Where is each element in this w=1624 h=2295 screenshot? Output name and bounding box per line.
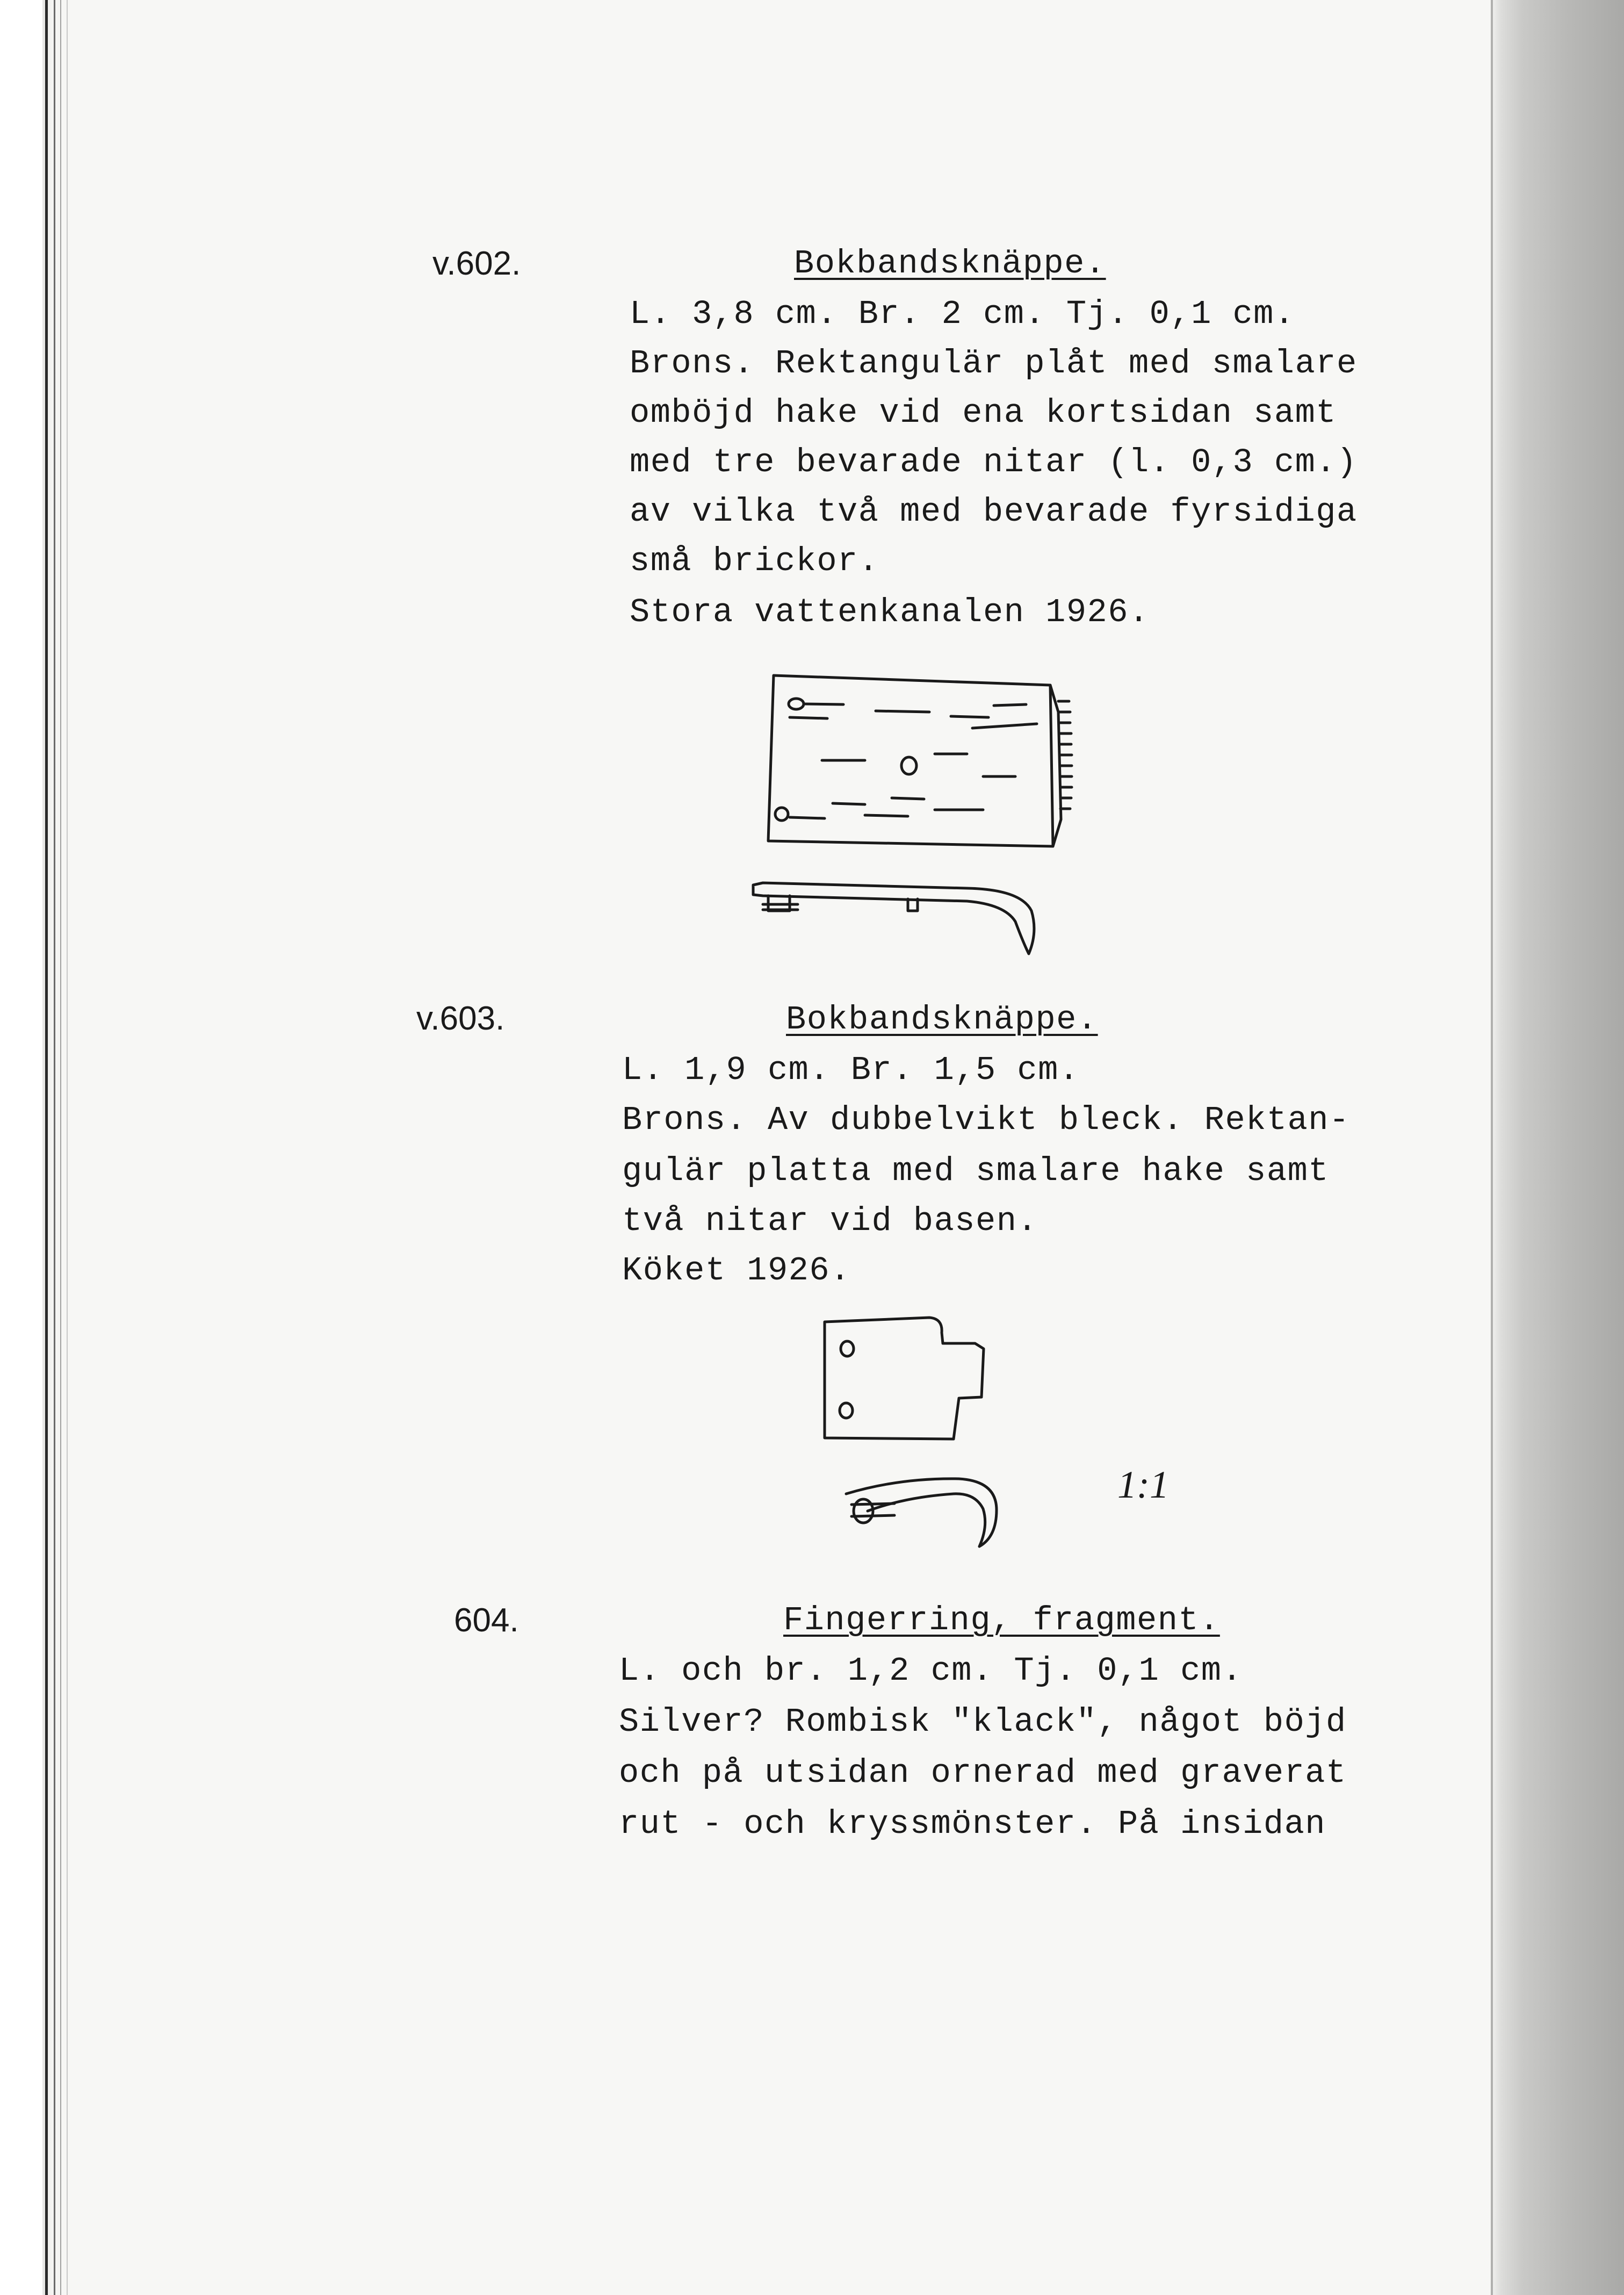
entry-number: v.602. — [432, 245, 521, 282]
entry-number: 604. — [454, 1602, 519, 1639]
entry-text-line: av vilka två med bevarade fyrsidiga — [630, 493, 1358, 531]
page-edge — [1491, 0, 1493, 2295]
entry-text-line: rut - och kryssmönster. På insidan — [619, 1805, 1326, 1843]
entry-text-line: L. 1,9 cm. Br. 1,5 cm. — [622, 1051, 1080, 1089]
entry-text-line: och på utsidan ornerad med graverat — [619, 1754, 1347, 1792]
binding-line — [67, 0, 68, 2295]
entry-text-line: gulär platta med smalare hake samt — [622, 1152, 1330, 1190]
profile-sketch-illustration — [747, 873, 1048, 962]
plate-sketch-illustration — [809, 1311, 1002, 1445]
entry-text-line: små brickor. — [630, 542, 879, 580]
book-binding-edge — [0, 0, 73, 2295]
entry-text-line: med tre bevarade nitar (l. 0,3 cm.) — [630, 443, 1358, 481]
entry-title: Bokbandsknäppe. — [786, 1001, 1098, 1039]
page-shadow — [1491, 0, 1624, 2295]
entry-text-line: L. och br. 1,2 cm. Tj. 0,1 cm. — [619, 1652, 1243, 1690]
entry-number: v.603. — [416, 1000, 505, 1037]
entry-text-line: L. 3,8 cm. Br. 2 cm. Tj. 0,1 cm. — [630, 295, 1295, 333]
entry-text-line: Stora vattenkanalen 1926. — [630, 593, 1150, 631]
entry-text-line: Brons. Av dubbelvikt bleck. Rektan- — [622, 1101, 1350, 1139]
entry-title: Bokbandsknäppe. — [794, 244, 1106, 283]
profile-sketch-illustration — [835, 1467, 1007, 1553]
entry-text-line: Brons. Rektangulär plåt med smalare — [630, 344, 1358, 383]
entry-text-line: två nitar vid basen. — [622, 1202, 1038, 1240]
binding-line — [45, 0, 48, 2295]
binding-line — [54, 0, 55, 2295]
plate-sketch-illustration — [757, 669, 1080, 852]
binding-line — [60, 0, 61, 2295]
entry-text-line: Köket 1926. — [622, 1251, 851, 1290]
entry-title: Fingerring, fragment. — [783, 1601, 1220, 1639]
scale-annotation: 1:1 — [1117, 1463, 1169, 1506]
entry-text-line: Silver? Rombisk "klack", något böjd — [619, 1703, 1347, 1741]
entry-text-line: omböjd hake vid ena kortsidan samt — [630, 394, 1337, 432]
